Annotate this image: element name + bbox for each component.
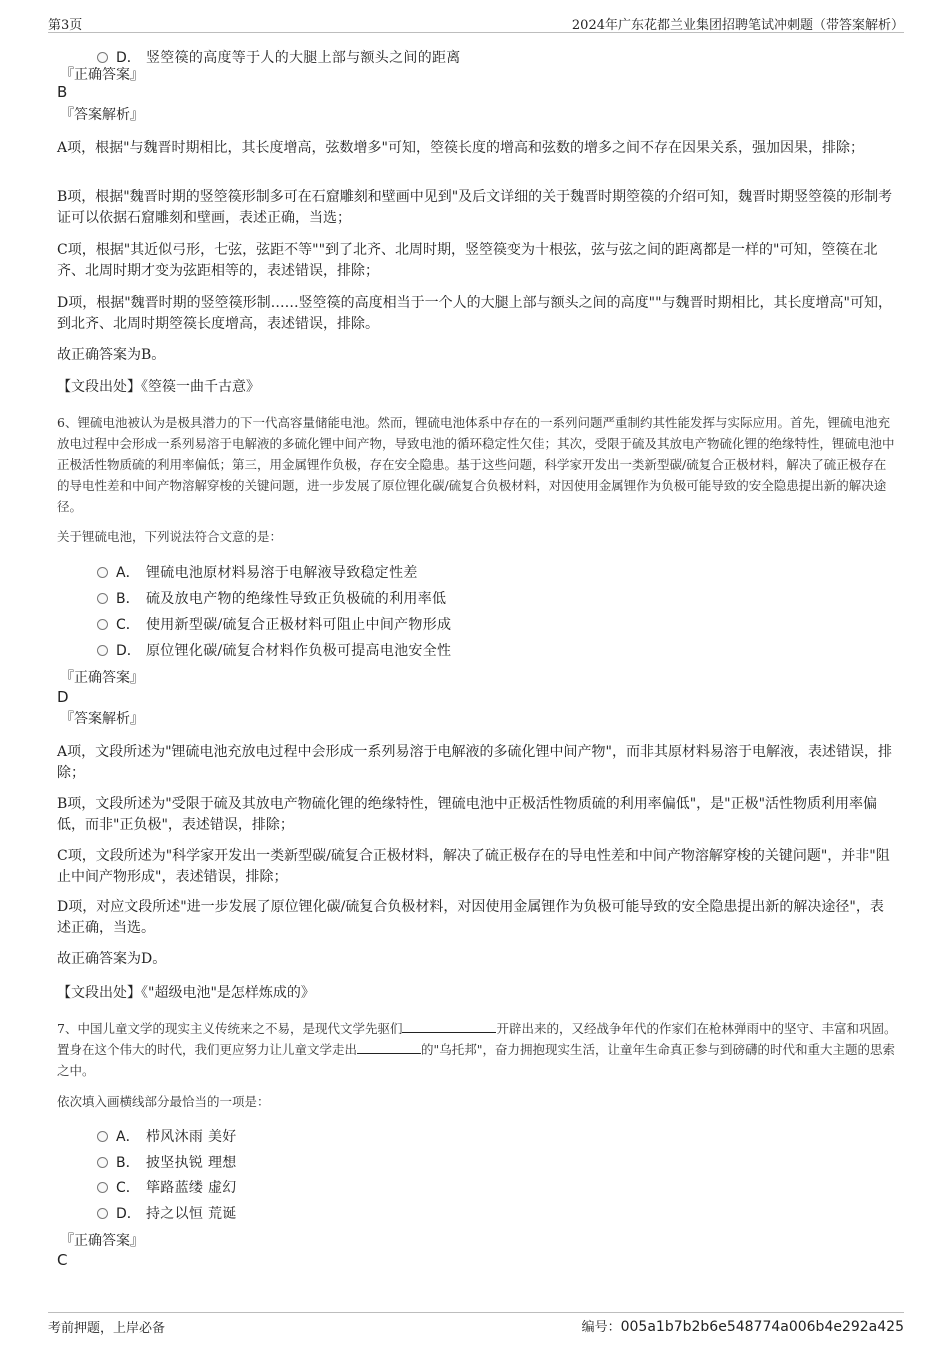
q6-option-c[interactable]: C． 使用新型碳/硫复合正极材料可阻止中间产物形成 — [97, 615, 451, 635]
q6-option-b[interactable]: B． 硫及放电产物的绝缘性导致正负极硫的利用率低 — [97, 589, 446, 609]
radio-icon[interactable] — [97, 1182, 108, 1193]
q6-answer-label: 『正确答案』 — [60, 670, 144, 686]
q5-answer: B — [57, 83, 68, 101]
q6-analysis-b: B项，文段所述为"受限于硫及其放电产物硫化锂的绝缘特性，锂硫电池中正极活性物质硫的利用率偏低"，是"正极"活性物质利用率偏低，而非"正负极"，表述错误，排除； — [57, 796, 878, 833]
q5-option-d[interactable]: D． 竖箜篌的高度等于人的大腿上部与额头之间的距离 — [97, 48, 461, 68]
q5-answer-label: 『正确答案』 — [60, 67, 144, 83]
q7-option-d[interactable]: D． 持之以恒 荒诞 — [97, 1204, 237, 1224]
q7-answer-label: 『正确答案』 — [60, 1233, 144, 1249]
q7-passage: 7、中国儿童文学的现实主义传统来之不易，是现代文学先驱们 开辟出来的，又经战争年代的作家们在枪林弹雨中的坚守、丰富和巩固。置身在这个伟大的时代，我们更应努力让儿童文学走出 的"乌托邦"，奋力拥抱现实生活，让童年生命真正参与到磅礴的时代和重大主题的思索之中。 — [57, 1021, 897, 1078]
radio-icon[interactable] — [97, 52, 108, 63]
q5-analysis-label: 『答案解析』 — [60, 107, 144, 123]
document-title: 2024年广东花都兰业集团招聘笔试冲刺题（带答案解析） — [571, 18, 904, 33]
q6-question: 关于锂硫电池，下列说法符合文意的是： — [57, 529, 283, 544]
q5-analysis-b: B项，根据"魏晋时期的竖箜篌形制多可在石窟雕刻和壁画中见到"及后文详细的关于魏晋时期箜篌的介绍可知，魏晋时期竖箜篌的形制考证可以依据石窟雕刻和壁画，表述正确，当选； — [57, 189, 893, 226]
q5-analysis-a: A项，根据"与魏晋时期相比，其长度增高，弦数增多"可知，箜篌长度的增高和弦数的增多之间不存在因果关系，强加因果，排除； — [57, 140, 864, 156]
fill-blank-1 — [402, 1020, 496, 1033]
page-number: 第3页 — [48, 18, 83, 33]
page-header — [48, 10, 904, 33]
page-footer — [48, 1312, 904, 1339]
q6-answer: D — [57, 688, 69, 706]
q6-passage: 6、锂硫电池被认为是极具潜力的下一代高容量储能电池。然而，锂硫电池体系中存在的一系列问题严重制约其性能发挥与实际应用。首先，锂硫电池充放电过程中会形成一系列易溶于电解液的多硫化锂中间产物，导致电池的循环稳定性欠佳；其次，受限于硫及其放电产物硫化锂的绝缘特性，锂硫电池中正极活性物质硫的利用率偏低；第三，用金属锂作负极，存在安全隐患。基于这些问题，科学家开发出一类新型碳/硫复合正极材料，解决了硫正极存在的导电性差和中间产物溶解穿梭的关键问题，进一步发展了原位锂化碳/硫复合负极材料，对因使用金属锂作为负极可能导致的安全隐患提出新的解决途径。 — [57, 415, 895, 514]
radio-icon[interactable] — [97, 567, 108, 578]
radio-icon[interactable] — [97, 619, 108, 630]
q5-conclusion: 故正确答案为B。 — [57, 347, 166, 363]
radio-icon[interactable] — [97, 645, 108, 656]
q5-analysis-d: D项，根据"魏晋时期的竖箜篌形制……竖箜篌的高度相当于一个人的大腿上部与额头之间的高度""与魏晋时期相比，其长度增高"可知，到北齐、北周时期箜篌长度增高，表述错误，排除。 — [57, 295, 892, 332]
q6-analysis-label: 『答案解析』 — [60, 711, 144, 727]
q6-analysis-a: A项，文段所述为"锂硫电池充放电过程中会形成一系列易溶于电解液的多硫化锂中间产物"，而非其原材料易溶于电解液，表述错误，排除； — [57, 744, 892, 781]
document-code: 编号：005a1b7b2b6e548774a006b4e292a425 — [581, 1319, 904, 1335]
q6-option-a[interactable]: A． 锂硫电池原材料易溶于电解液导致稳定性差 — [97, 563, 418, 583]
q7-option-c[interactable]: C． 筚路蓝缕 虚幻 — [97, 1178, 237, 1198]
q7-question: 依次填入画横线部分最恰当的一项是： — [57, 1094, 270, 1109]
q6-source: 【文段出处】《"超级电池"是怎样炼成的》 — [57, 985, 315, 1001]
q5-analysis-c: C项，根据"其近似弓形，七弦，弦距不等""到了北齐、北周时期，竖箜篌变为十根弦，弦与弦之间的距离都是一样的"可知，箜篌在北齐、北周时期才变为弦距相等的，表述错误，排除； — [57, 242, 878, 279]
q7-option-a[interactable]: A． 栉风沐雨 美好 — [97, 1127, 237, 1147]
q7-option-b[interactable]: B． 披坚执锐 理想 — [97, 1153, 237, 1173]
radio-icon[interactable] — [97, 1208, 108, 1219]
q6-option-d[interactable]: D． 原位锂化碳/硫复合材料作负极可提高电池安全性 — [97, 641, 451, 661]
q7-answer: C — [57, 1251, 68, 1269]
radio-icon[interactable] — [97, 1157, 108, 1168]
q6-conclusion: 故正确答案为D。 — [57, 951, 167, 967]
q6-analysis-d: D项，对应文段所述"进一步发展了原位锂化碳/硫复合负极材料，对因使用金属锂作为负极可能导致的安全隐患提出新的解决途径"，表述正确，当选。 — [57, 899, 884, 936]
footer-slogan: 考前押题，上岸必备 — [48, 1321, 166, 1336]
fill-blank-2 — [357, 1041, 421, 1054]
radio-icon[interactable] — [97, 593, 108, 604]
q5-source: 【文段出处】《箜篌一曲千古意》 — [57, 379, 260, 395]
radio-icon[interactable] — [97, 1131, 108, 1142]
q6-analysis-c: C项，文段所述为"科学家开发出一类新型碳/硫复合正极材料，解决了硫正极存在的导电性差和中间产物溶解穿梭的关键问题"，并非"阻止中间产物形成"，表述错误，排除； — [57, 848, 890, 885]
